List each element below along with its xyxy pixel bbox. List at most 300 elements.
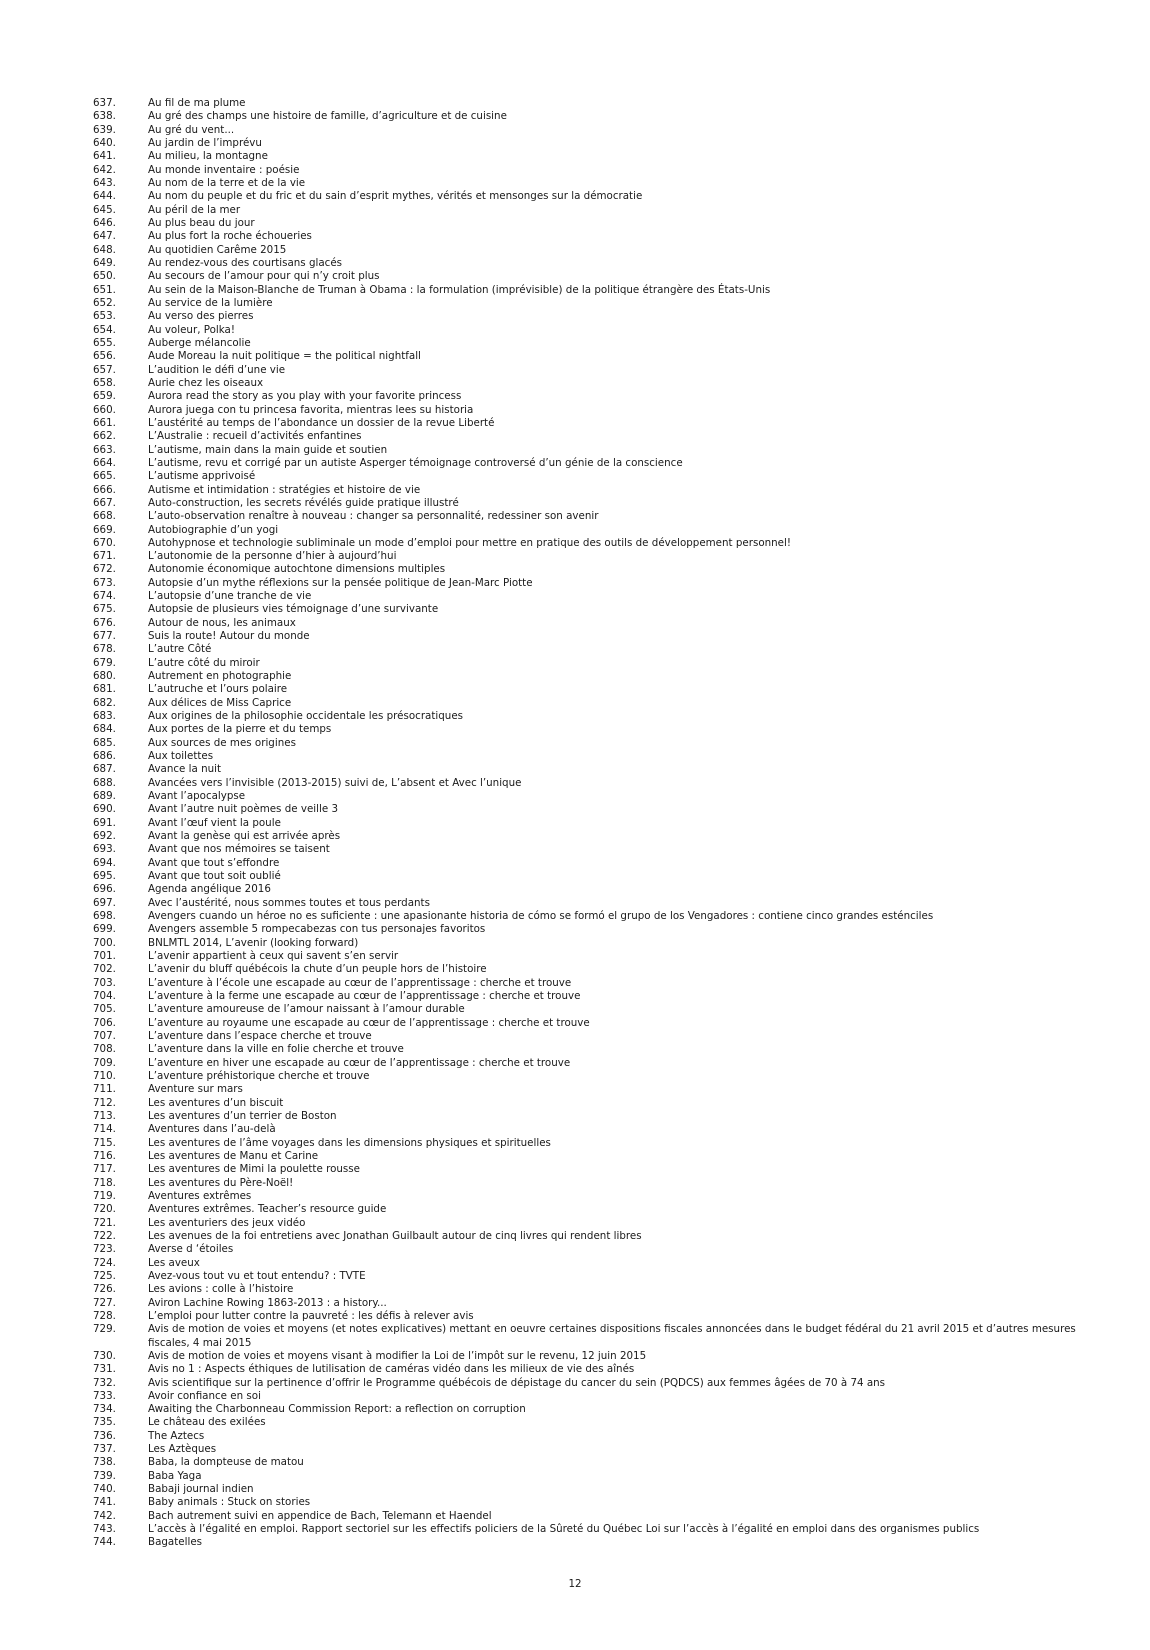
entry-number: 657.: [93, 363, 116, 376]
list-item: [93, 1097, 1093, 1110]
entry-number: 694.: [93, 856, 116, 869]
entry-title: Avis de motion de voies et moyens (et notes explicatives) mettant en oeuvre certaines dispositions fiscales annoncées dans le budget fédéral du 21 avril 2015 et d’autres mesures fiscales, 4 mai 2015: [148, 1323, 1076, 1349]
entry-number: 650.: [93, 270, 116, 283]
list-item: [93, 537, 1093, 550]
entry-title: L’emploi pour lutter contre la pauvreté : les défis à relever avis: [148, 1309, 474, 1322]
list-item: [93, 550, 1093, 563]
entry-title: L’autopsie d’une tranche de vie: [148, 590, 312, 603]
entry-number: 638.: [93, 110, 116, 123]
entry-title: Les avenues de la foi entretiens avec Jonathan Guilbault autour de cinq livres qui rendent libres: [148, 1229, 642, 1242]
entry-number: 733.: [93, 1389, 116, 1402]
entry-title: Avez-vous tout vu et tout entendu? : TVTE: [148, 1269, 366, 1282]
list-item: [93, 1017, 1093, 1030]
entry-title: Autisme et intimidation : stratégies et histoire de vie: [148, 483, 421, 496]
entry-number: 722.: [93, 1229, 116, 1242]
entry-number: 639.: [93, 123, 116, 136]
entry-number: 729.: [93, 1323, 116, 1336]
entry-title: Averse d ‘étoiles: [148, 1243, 234, 1256]
entry-number: 686.: [93, 750, 116, 763]
entry-number: 652.: [93, 296, 116, 309]
list-item: [93, 843, 1093, 856]
entry-number: 719.: [93, 1189, 116, 1202]
entry-title: Awaiting the Charbonneau Commission Report: a reflection on corruption: [148, 1403, 526, 1416]
entry-number: 675.: [93, 603, 116, 616]
entry-number: 705.: [93, 1003, 116, 1016]
entry-number: 744.: [93, 1536, 116, 1549]
entry-number: 738.: [93, 1456, 116, 1469]
list-item: [93, 603, 1093, 616]
entry-number: 653.: [93, 310, 116, 323]
list-item: [93, 937, 1093, 950]
entry-number: 673.: [93, 576, 116, 589]
entry-title: Auto-construction, les secrets révélés guide pratique illustré: [148, 496, 459, 509]
list-item: [93, 1523, 1093, 1536]
list-item: [93, 1536, 1093, 1549]
entry-title: Bach autrement suivi en appendice de Bach, Telemann et Haendel: [148, 1509, 492, 1522]
list-item: [93, 217, 1093, 230]
list-item: [93, 777, 1093, 790]
list-item: [93, 390, 1093, 403]
list-item: [93, 683, 1093, 696]
list-item: [93, 457, 1093, 470]
entry-number: 644.: [93, 190, 116, 203]
list-item: [93, 1483, 1093, 1496]
list-item: [93, 1416, 1093, 1429]
entry-number: 640.: [93, 136, 116, 149]
entry-number: 651.: [93, 283, 116, 296]
entry-title: Autopsie d’un mythe réflexions sur la pensée politique de Jean-Marc Piotte: [148, 576, 533, 589]
entry-number: 743.: [93, 1523, 116, 1536]
entry-title: Les aventures de Manu et Carine: [148, 1149, 319, 1162]
entry-title: L’autre Côté: [148, 643, 212, 656]
entry-title: Avant que tout s’effondre: [148, 856, 280, 869]
list-item: [93, 337, 1093, 350]
entry-number: 708.: [93, 1043, 116, 1056]
entry-number: 666.: [93, 483, 116, 496]
entry-title: L’autre côté du miroir: [148, 656, 260, 669]
entry-title: Au service de la lumière: [148, 296, 273, 309]
list-item: [93, 763, 1093, 776]
entry-title: Au plus beau du jour: [148, 216, 255, 229]
entry-number: 709.: [93, 1056, 116, 1069]
list-item: [93, 1043, 1093, 1056]
list-item: [93, 1403, 1093, 1416]
list-item: [93, 137, 1093, 150]
entry-number: 662.: [93, 430, 116, 443]
entry-number: 721.: [93, 1216, 116, 1229]
list-item: [93, 817, 1093, 830]
list-item: [93, 1350, 1093, 1363]
entry-number: 707.: [93, 1029, 116, 1042]
entry-title: L’aventure dans l’espace cherche et trouve: [148, 1029, 372, 1042]
entry-title: Les aventures d’un terrier de Boston: [148, 1109, 337, 1122]
entry-number: 741.: [93, 1496, 116, 1509]
entry-title: Les aventures du Père-Noël!: [148, 1176, 294, 1189]
entry-title: Au voleur, Polka!: [148, 323, 235, 336]
list-item: [93, 1070, 1093, 1083]
list-item: [93, 1003, 1093, 1016]
list-item: [93, 563, 1093, 576]
list-item: [93, 790, 1093, 803]
entry-title: Baba Yaga: [148, 1469, 202, 1482]
entry-number: 703.: [93, 976, 116, 989]
entry-title: Au verso des pierres: [148, 310, 254, 323]
list-item: [93, 350, 1093, 363]
entry-title: L’avenir du bluff québécois la chute d’un peuple hors de l’histoire: [148, 963, 487, 976]
entry-title: Aux portes de la pierre et du temps: [148, 723, 332, 736]
entry-title: Autrement en photographie: [148, 670, 292, 683]
entry-title: L’aventure préhistorique cherche et trouve: [148, 1069, 370, 1082]
entry-title: Au plus fort la roche échoueries: [148, 230, 312, 243]
entry-title: Au secours de l’amour pour qui n’y croit plus: [148, 270, 380, 283]
list-item: [93, 230, 1093, 243]
list-item: [93, 950, 1093, 963]
entry-number: 737.: [93, 1443, 116, 1456]
list-item: [93, 444, 1093, 457]
list-item: [93, 1177, 1093, 1190]
entry-title: L’aventure dans la ville en folie cherche et trouve: [148, 1043, 404, 1056]
list-item: [93, 1297, 1093, 1310]
entry-title: Autopsie de plusieurs vies témoignage d’une survivante: [148, 603, 439, 616]
entry-number: 678.: [93, 643, 116, 656]
entry-title: Les aventures de Mimi la poulette rousse: [148, 1163, 360, 1176]
entry-number: 691.: [93, 816, 116, 829]
entry-title: Au quotidien Carême 2015: [148, 243, 287, 256]
entry-number: 735.: [93, 1416, 116, 1429]
list-item: [93, 1470, 1093, 1483]
list-item: [93, 270, 1093, 283]
list-item: [93, 1390, 1093, 1403]
list-item: [93, 124, 1093, 137]
list-item: [93, 910, 1093, 923]
entry-title: Au nom de la terre et de la vie: [148, 176, 306, 189]
entry-title: Aux sources de mes origines: [148, 736, 296, 749]
entry-number: 681.: [93, 683, 116, 696]
list-item: [93, 1257, 1093, 1270]
entry-title: Au milieu, la montagne: [148, 150, 268, 163]
entry-title: Aurie chez les oiseaux: [148, 376, 264, 389]
entry-title: BNLMTL 2014, L’avenir (looking forward): [148, 936, 359, 949]
page-number: 12: [568, 1578, 582, 1590]
list-item: [93, 1323, 1093, 1350]
entry-title: Aventures dans l’au-delà: [148, 1123, 276, 1136]
entry-number: 731.: [93, 1363, 116, 1376]
entry-number: 642.: [93, 163, 116, 176]
entry-number: 669.: [93, 523, 116, 536]
entry-title: L’aventure amoureuse de l’amour naissant à l’amour durable: [148, 1003, 465, 1016]
entry-number: 665.: [93, 470, 116, 483]
entry-title: L’autruche et l’ours polaire: [148, 683, 288, 696]
entry-title: Aventure sur mars: [148, 1083, 243, 1096]
list-item: [93, 1137, 1093, 1150]
entry-number: 734.: [93, 1403, 116, 1416]
entry-number: 723.: [93, 1243, 116, 1256]
title-list: [93, 97, 1093, 1550]
entry-title: Avant que tout soit oublié: [148, 870, 281, 883]
entry-title: L’auto-observation renaître à nouveau : changer sa personnalité, redessiner son avenir: [148, 510, 599, 523]
entry-title: Avis scientifique sur la pertinence d’offrir le Programme québécois de dépistage du cancer du sein (PQDCS) aux femmes âgées de 70 à 74 ans: [148, 1376, 886, 1389]
entry-title: Baby animals : Stuck on stories: [148, 1496, 311, 1509]
entry-number: 736.: [93, 1429, 116, 1442]
list-item: [93, 284, 1093, 297]
entry-number: 672.: [93, 563, 116, 576]
entry-title: Au péril de la mer: [148, 203, 241, 216]
entry-number: 693.: [93, 843, 116, 856]
list-item: [93, 110, 1093, 123]
entry-title: Bagatelles: [148, 1536, 203, 1549]
list-item: [93, 404, 1093, 417]
entry-title: Au gré des champs une histoire de famille, d’agriculture et de cuisine: [148, 110, 507, 123]
entry-number: 701.: [93, 950, 116, 962]
entry-number: 706.: [93, 1016, 116, 1029]
list-item: [93, 510, 1093, 523]
list-item: [93, 310, 1093, 323]
entry-title: Aventures extrêmes. Teacher’s resource guide: [148, 1203, 387, 1216]
entry-number: 677.: [93, 630, 116, 643]
entry-title: L’Australie : recueil d’activités enfantines: [148, 430, 362, 443]
entry-number: 718.: [93, 1176, 116, 1189]
entry-number: 697.: [93, 896, 116, 909]
list-item: [93, 1123, 1093, 1136]
entry-title: Avant la genèse qui est arrivée après: [148, 830, 341, 843]
entry-number: 692.: [93, 830, 116, 843]
entry-number: 714.: [93, 1123, 116, 1136]
entry-title: Avant l’autre nuit poèmes de veille 3: [148, 803, 339, 816]
list-item: [93, 164, 1093, 177]
list-item: [93, 257, 1093, 270]
entry-title: L’aventure à l’école une escapade au cœur de l’apprentissage : cherche et trouve: [148, 976, 572, 989]
entry-number: 660.: [93, 403, 116, 416]
entry-title: Au rendez-vous des courtisans glacés: [148, 256, 343, 269]
entry-number: 724.: [93, 1256, 116, 1269]
entry-title: Avec l’austérité, nous sommes toutes et tous perdants: [148, 896, 430, 909]
list-item: [93, 870, 1093, 883]
entry-title: Le château des exilées: [148, 1416, 266, 1429]
entry-title: L’autisme, revu et corrigé par un autiste Asperger témoignage controversé d’un génie de la conscience: [148, 456, 683, 469]
entry-number: 643.: [93, 176, 116, 189]
entry-number: 671.: [93, 550, 116, 563]
entry-title: Les aventures d’un biscuit: [148, 1096, 284, 1109]
entry-number: 661.: [93, 416, 116, 429]
list-item: [93, 710, 1093, 723]
entry-number: 711.: [93, 1083, 116, 1096]
entry-title: Aude Moreau la nuit politique = the political nightfall: [148, 350, 421, 363]
entry-number: 685.: [93, 736, 116, 749]
list-item: [93, 1057, 1093, 1070]
entry-number: 699.: [93, 923, 116, 936]
entry-number: 728.: [93, 1309, 116, 1322]
entry-title: Aurora juega con tu princesa favorita, mientras lees su historia: [148, 403, 474, 416]
list-item: [93, 1110, 1093, 1123]
entry-number: 680.: [93, 670, 116, 683]
entry-number: 710.: [93, 1069, 116, 1082]
entry-title: L’autisme apprivoisé: [148, 470, 256, 483]
entry-title: Avengers assemble 5 rompecabezas con tus personajes favoritos: [148, 923, 486, 936]
entry-number: 726.: [93, 1283, 116, 1296]
entry-title: L’avenir appartient à ceux qui savent s’en servir: [148, 950, 399, 962]
entry-number: 696.: [93, 883, 116, 896]
entry-title: Aviron Lachine Rowing 1863-2013 : a history...: [148, 1296, 387, 1309]
list-item: [93, 324, 1093, 337]
entry-number: 656.: [93, 350, 116, 363]
entry-title: Aux origines de la philosophie occidentale les présocratiques: [148, 710, 464, 723]
list-item: [93, 430, 1093, 443]
list-item: [93, 657, 1093, 670]
list-item: [93, 150, 1093, 163]
list-item: [93, 1243, 1093, 1256]
entry-number: 637.: [93, 97, 116, 109]
entry-title: Agenda angélique 2016: [148, 883, 271, 896]
entry-number: 720.: [93, 1203, 116, 1216]
list-item: [93, 617, 1093, 630]
list-item: [93, 590, 1093, 603]
list-item: [93, 577, 1093, 590]
entry-number: 646.: [93, 216, 116, 229]
list-item: [93, 1270, 1093, 1283]
entry-title: Avant l’œuf vient la poule: [148, 816, 281, 829]
entry-number: 695.: [93, 870, 116, 883]
entry-number: 641.: [93, 150, 116, 163]
entry-title: Aux délices de Miss Caprice: [148, 696, 292, 709]
entry-title: L’accès à l’égalité en emploi. Rapport sectoriel sur les effectifs policiers de la Sûreté du Québec Loi sur l’accès à l’égalité en emploi dans des organismes publics: [148, 1523, 980, 1536]
entry-number: 727.: [93, 1296, 116, 1309]
entry-title: Au monde inventaire : poésie: [148, 163, 300, 176]
entry-title: Aventures extrêmes: [148, 1189, 252, 1202]
list-item: [93, 244, 1093, 257]
entry-number: 725.: [93, 1269, 116, 1282]
entry-number: 658.: [93, 376, 116, 389]
list-item: [93, 803, 1093, 816]
entry-number: 712.: [93, 1096, 116, 1109]
entry-number: 713.: [93, 1109, 116, 1122]
list-item: [93, 737, 1093, 750]
entry-number: 649.: [93, 256, 116, 269]
entry-title: Autobiographie d’un yogi: [148, 523, 279, 536]
list-item: [93, 923, 1093, 936]
list-item: [93, 1217, 1093, 1230]
entry-number: 674.: [93, 590, 116, 603]
entry-title: Babaji journal indien: [148, 1483, 254, 1496]
entry-number: 702.: [93, 963, 116, 976]
list-item: [93, 1456, 1093, 1469]
list-item: [93, 1190, 1093, 1203]
entry-number: 715.: [93, 1136, 116, 1149]
entry-number: 654.: [93, 323, 116, 336]
entry-title: Les Aztèques: [148, 1443, 217, 1456]
list-item: [93, 1283, 1093, 1296]
list-item: [93, 857, 1093, 870]
list-item: [93, 643, 1093, 656]
entry-title: Les aventures de l’âme voyages dans les dimensions physiques et spirituelles: [148, 1136, 551, 1149]
list-item: [93, 897, 1093, 910]
entry-number: 676.: [93, 616, 116, 629]
entry-title: Avis de motion de voies et moyens visant à modifier la Loi de l’impôt sur le revenu, 12 juin 2015: [148, 1349, 647, 1362]
list-item: [93, 377, 1093, 390]
list-item: [93, 1203, 1093, 1216]
entry-number: 663.: [93, 443, 116, 456]
entry-title: Les aventuriers des jeux vidéo: [148, 1216, 306, 1229]
list-item: [93, 1496, 1093, 1509]
entry-title: Les aveux: [148, 1256, 200, 1269]
list-item: [93, 1363, 1093, 1376]
list-item: [93, 297, 1093, 310]
entry-number: 683.: [93, 710, 116, 723]
list-item: [93, 417, 1093, 430]
entry-title: L’austérité au temps de l’abondance un dossier de la revue Liberté: [148, 416, 495, 429]
entry-title: Autour de nous, les animaux: [148, 616, 296, 629]
entry-number: 689.: [93, 790, 116, 803]
entry-title: L’aventure à la ferme une escapade au cœur de l’apprentissage : cherche et trouve: [148, 989, 581, 1002]
entry-number: 670.: [93, 536, 116, 549]
entry-title: Avoir confiance en soi: [148, 1389, 261, 1402]
list-item: [93, 1310, 1093, 1323]
list-item: [93, 977, 1093, 990]
entry-number: 668.: [93, 510, 116, 523]
list-item: [93, 830, 1093, 843]
entry-number: 732.: [93, 1376, 116, 1389]
entry-title: Autohypnose et technologie subliminale un mode d’emploi pour mettre en pratique des outils de développement personnel!: [148, 536, 792, 549]
list-item: [93, 1510, 1093, 1523]
entry-title: Les avions : colle à l’histoire: [148, 1283, 294, 1296]
entry-number: 700.: [93, 936, 116, 949]
entry-title: Suis la route! Autour du monde: [148, 630, 310, 643]
entry-number: 645.: [93, 203, 116, 216]
entry-title: Aux toilettes: [148, 750, 214, 763]
list-item: [93, 1083, 1093, 1096]
list-item: [93, 990, 1093, 1003]
list-item: [93, 1163, 1093, 1176]
list-item: [93, 364, 1093, 377]
entry-number: 704.: [93, 989, 116, 1002]
list-item: [93, 1030, 1093, 1043]
entry-title: Au gré du vent...: [148, 123, 235, 136]
list-item: [93, 1230, 1093, 1243]
entry-number: 740.: [93, 1483, 116, 1496]
list-item: [93, 670, 1093, 683]
entry-number: 730.: [93, 1349, 116, 1362]
entry-number: 742.: [93, 1509, 116, 1522]
entry-number: 684.: [93, 723, 116, 736]
entry-number: 717.: [93, 1163, 116, 1176]
list-item: [93, 883, 1093, 896]
entry-title: Au sein de la Maison-Blanche de Truman à Obama : la formulation (imprévisible) de la politique étrangère des États-Unis: [148, 283, 771, 296]
entry-title: Auberge mélancolie: [148, 336, 251, 349]
entry-number: 655.: [93, 336, 116, 349]
entry-title: Baba, la dompteuse de matou: [148, 1456, 304, 1469]
entry-number: 679.: [93, 656, 116, 669]
entry-title: L’aventure en hiver une escapade au cœur de l’apprentissage : cherche et trouve: [148, 1056, 571, 1069]
entry-number: 739.: [93, 1469, 116, 1482]
entry-title: Avance la nuit: [148, 763, 222, 776]
list-item: [93, 524, 1093, 537]
entry-title: L’autonomie de la personne d’hier à aujourd’hui: [148, 550, 397, 563]
list-item: [93, 1377, 1093, 1390]
entry-number: 648.: [93, 243, 116, 256]
list-item: [93, 963, 1093, 976]
list-item: [93, 1443, 1093, 1456]
entry-number: 647.: [93, 230, 116, 243]
list-item: [93, 697, 1093, 710]
entry-title: Avis no 1 : Aspects éthiques de lutilisation de caméras vidéo dans les milieux de vie des aînés: [148, 1363, 635, 1376]
entry-title: Avant l’apocalypse: [148, 790, 246, 803]
list-item: [93, 723, 1093, 736]
entry-title: Au jardin de l’imprévu: [148, 136, 262, 149]
list-item: [93, 484, 1093, 497]
list-item: [93, 1150, 1093, 1163]
entry-title: L’aventure au royaume une escapade au cœur de l’apprentissage : cherche et trouve: [148, 1016, 590, 1029]
entry-number: 667.: [93, 496, 116, 509]
entry-number: 690.: [93, 803, 116, 816]
